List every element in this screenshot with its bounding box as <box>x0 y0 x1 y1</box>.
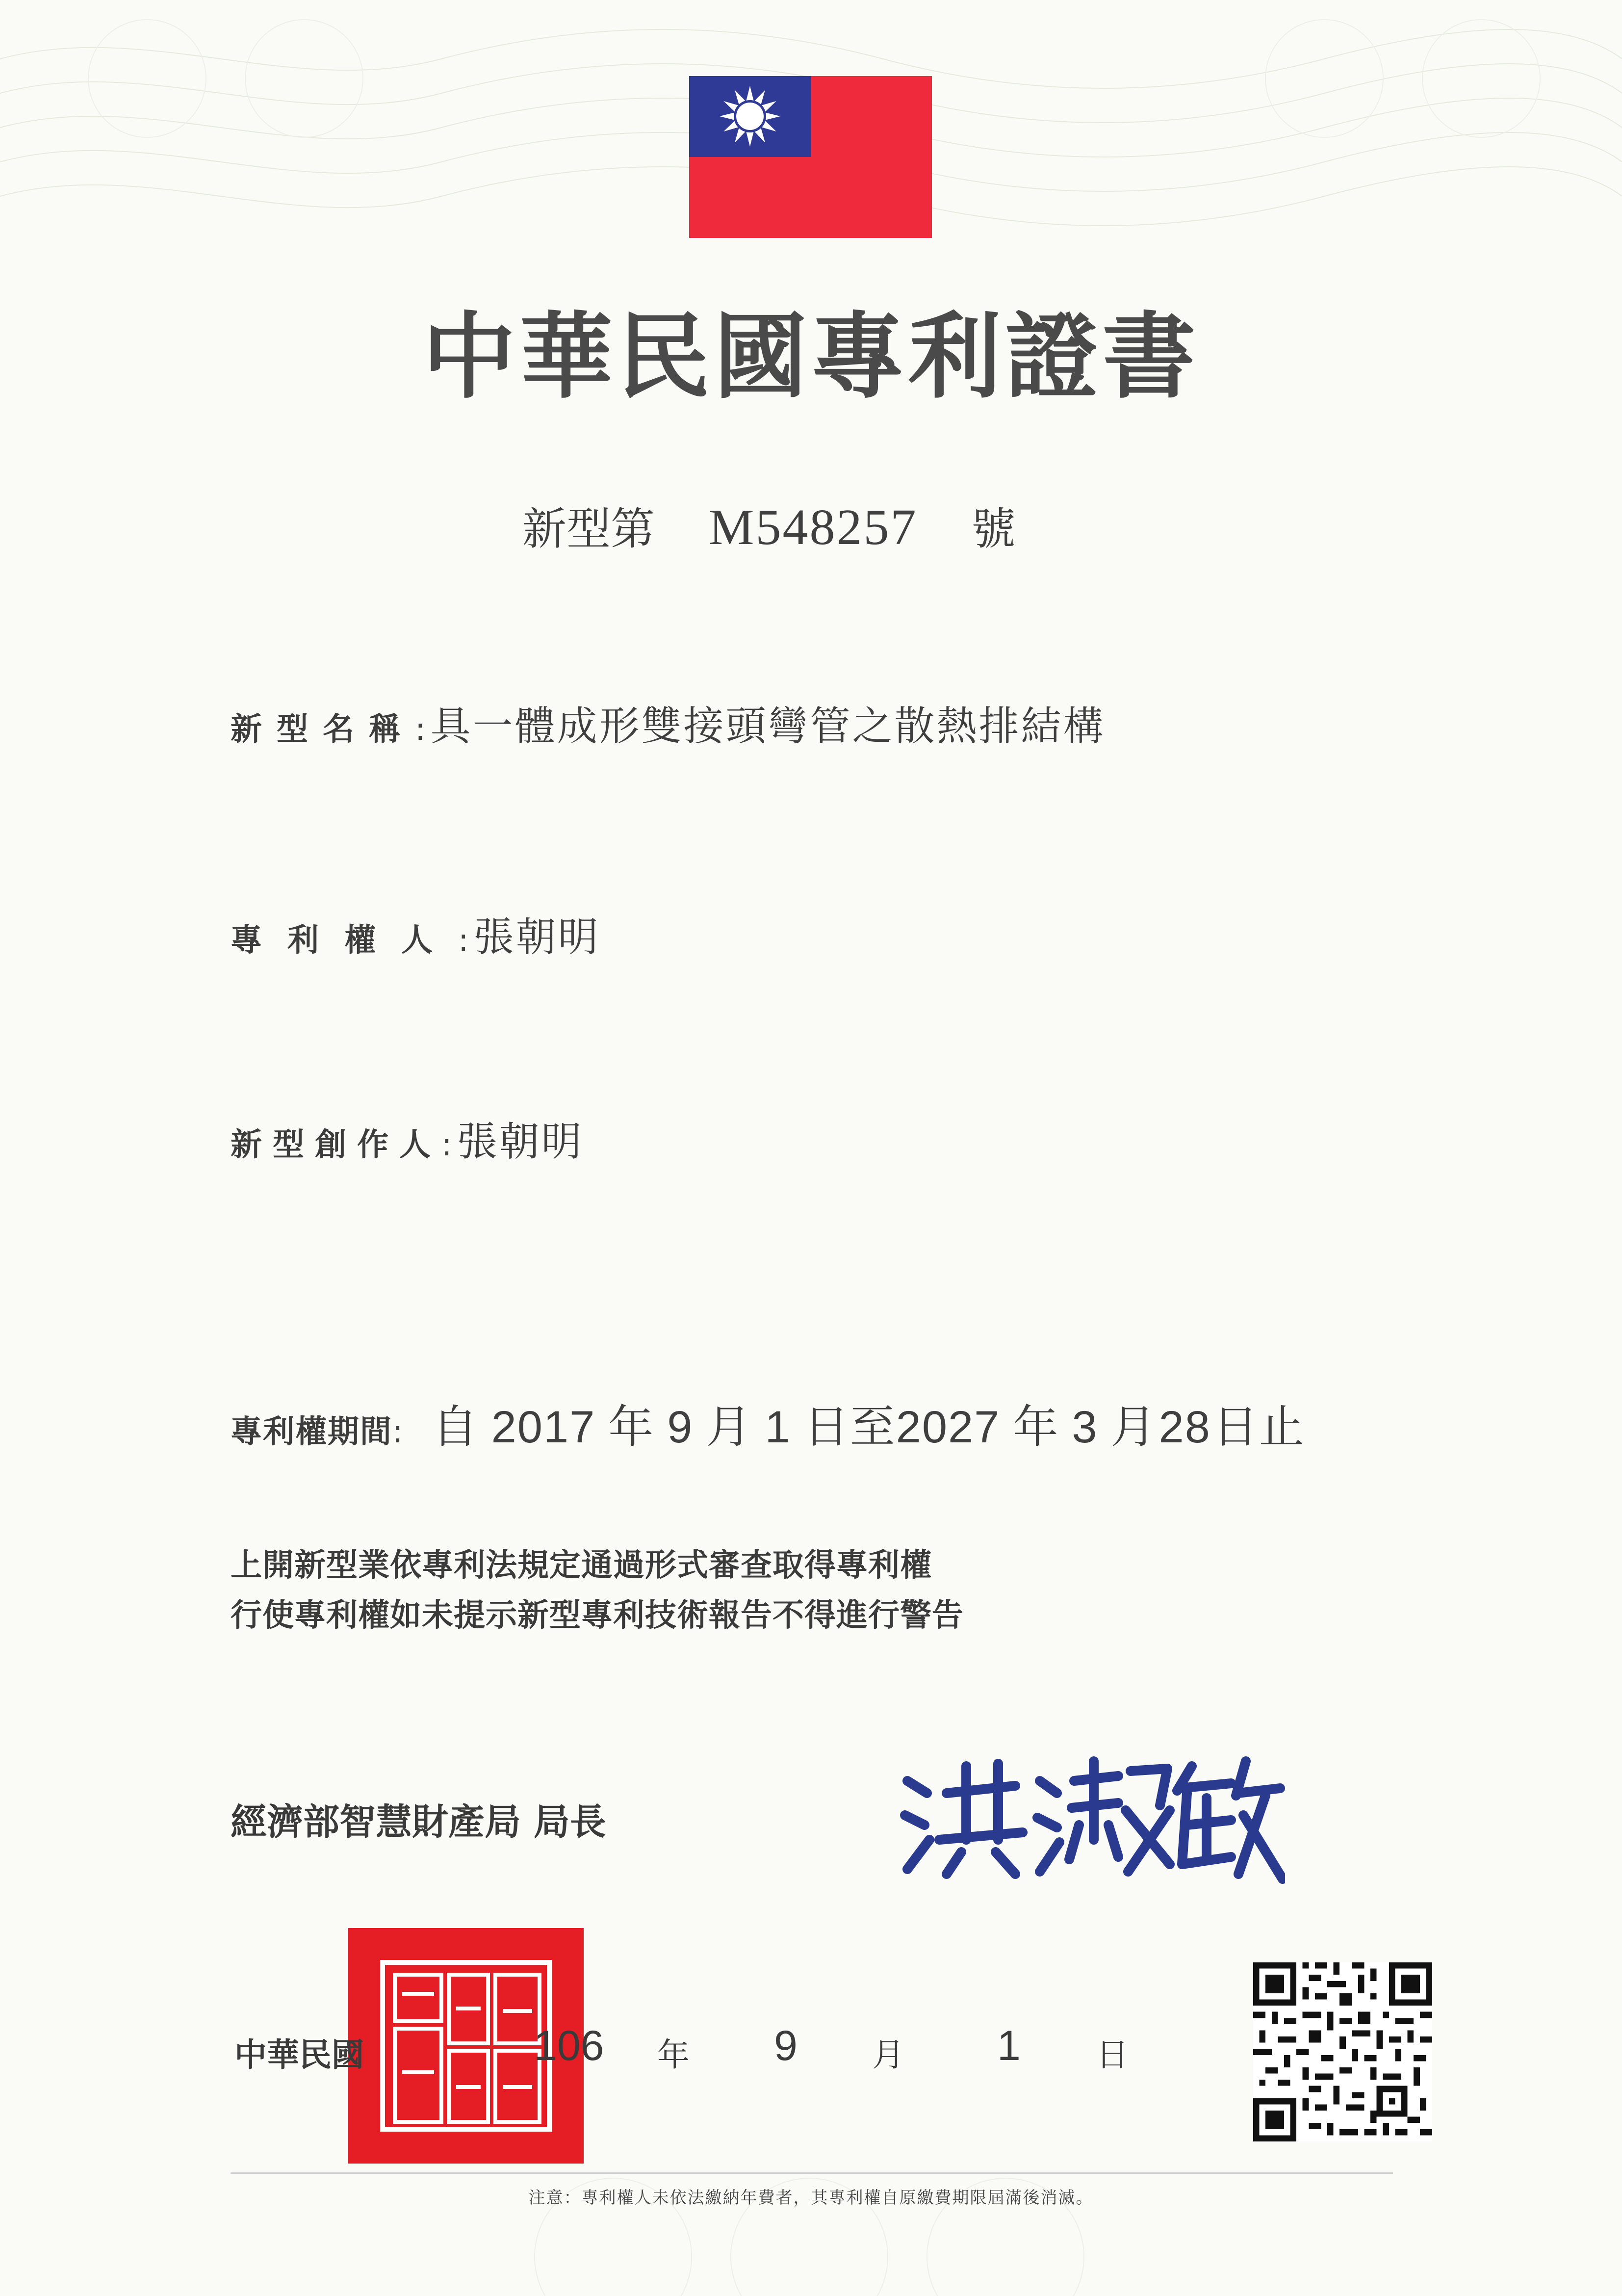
patentee-value: 張朝明 <box>473 914 600 961</box>
issue-date-unit-month: 月 <box>872 2036 904 2074</box>
issue-date-day: 1 <box>997 2022 1021 2069</box>
footer-note: 注意：專利權人未依法繳納年費者，其專利權自原繳費期限屆滿後消滅。 <box>528 2188 1094 2208</box>
term-from: 自 <box>432 1401 479 1453</box>
label-colon: : <box>415 711 426 748</box>
patent-number-prefix: 新型第 <box>522 503 655 555</box>
certificate-title: 中華民國專利證書 <box>422 303 1200 411</box>
creator-value: 張朝明 <box>457 1119 584 1165</box>
patentee-label: 專利權人 <box>231 922 458 959</box>
patent-number-line <box>522 493 1015 557</box>
patent-term-label: 專利權期間 <box>231 1414 392 1450</box>
issue-date-unit-day: 日 <box>1096 2036 1129 2074</box>
issue-date-unit-year: 年 <box>657 2036 690 2074</box>
utility-model-name-value: 具一體成形雙接頭彎管之散熱排結構 <box>430 703 1106 750</box>
issuer-office: 經濟部智慧財產局 局長 <box>231 1801 606 1843</box>
examination-statement <box>231 1540 964 1641</box>
qr-code-image[interactable] <box>1253 1962 1432 2141</box>
term-unit-year: 年 <box>608 1401 655 1453</box>
patent-term-value <box>433 1401 1305 1453</box>
term-start-year: 2017 <box>491 1402 596 1452</box>
issue-date-era: 中華民國 <box>234 2036 364 2074</box>
term-unit-month: 月 <box>706 1401 752 1453</box>
term-end: 止 <box>1259 1401 1305 1453</box>
utility-model-name-row <box>231 694 1106 752</box>
issue-date-month: 9 <box>774 2022 798 2069</box>
footer-divider <box>231 2172 1393 2174</box>
term-end-day: 28 <box>1159 1402 1211 1452</box>
patent-term-row <box>231 1391 1305 1456</box>
label-colon: : <box>392 1414 403 1450</box>
term-to: 至 <box>850 1401 896 1453</box>
term-unit-year: 年 <box>1013 1401 1059 1453</box>
creator-row <box>231 1110 584 1167</box>
term-end-year: 2027 <box>896 1402 1001 1452</box>
term-start-day: 1 <box>765 1402 791 1452</box>
term-end-month: 3 <box>1072 1402 1098 1452</box>
national-flag-image <box>689 76 932 238</box>
term-unit-day: 日 <box>1212 1401 1259 1453</box>
creator-label: 新型創作人 <box>231 1127 441 1163</box>
statement-line-1: 上開新型業依專利法規定通過形式審查取得專利權 <box>231 1547 932 1584</box>
director-signature-image <box>893 1747 1285 1889</box>
issue-date <box>234 2022 1129 2075</box>
term-start-month: 9 <box>667 1402 694 1452</box>
utility-model-name-label: 新型名稱 <box>231 711 415 748</box>
issue-date-year: 106 <box>534 2022 604 2069</box>
term-unit-month: 月 <box>1110 1401 1157 1453</box>
label-colon: : <box>458 922 469 959</box>
label-colon: : <box>441 1127 452 1163</box>
patent-number: M548257 <box>709 499 918 555</box>
patentee-row <box>231 905 600 963</box>
statement-line-2: 行使專利權如未提示新型專利技術報告不得進行警告 <box>231 1597 964 1634</box>
term-unit-day: 日 <box>803 1401 850 1453</box>
patent-number-suffix: 號 <box>971 503 1016 555</box>
